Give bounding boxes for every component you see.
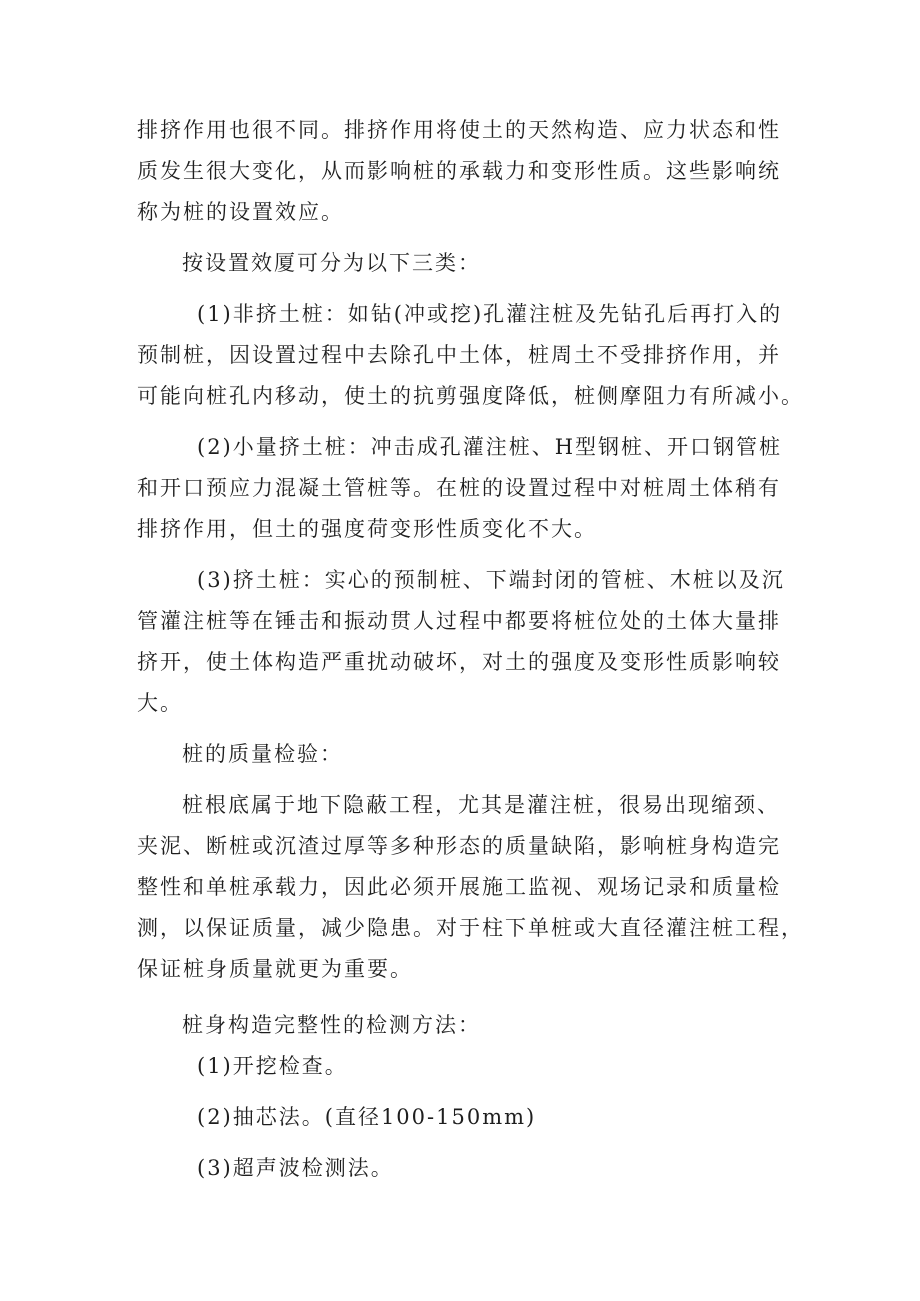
paragraph-5-line-1: (3)挤土桩：实心的预制桩、下端封闭的管桩、木桩以及沉 — [197, 568, 785, 592]
paragraph-5-line-3: 挤开，使土体构造严重扰动破坏，对土的强度及变形性质影响较 — [137, 650, 781, 674]
paragraph-2-line-1: 按设置效厦可分为以下三类： — [182, 251, 481, 275]
paragraph-6-line-1: 桩的质量检验： — [182, 742, 343, 766]
paragraph-3-line-1: (1)非挤土桩：如钻(冲或挖)孔灌注桩及先钻孔后再打入的 — [197, 302, 783, 326]
paragraph-7-line-3: 整性和单桩承载力，因此必须开展施工监视、观场记录和质量检 — [137, 875, 781, 899]
paragraph-7-line-5: 保证桩身质量就更为重要。 — [137, 957, 413, 981]
paragraph-4-line-3: 排挤作用，但土的强度荷变形性质变化不大。 — [137, 517, 597, 541]
paragraph-1-line-2: 质发生很大变化，从而影响桩的承载力和变形性质。这些影响统 — [137, 159, 781, 183]
paragraph-5-line-4: 大。 — [137, 691, 183, 715]
paragraph-7-line-2: 夹泥、断桩或沉渣过厚等多种形态的质量缺陷，影响桩身构造完 — [137, 834, 781, 858]
paragraph-4-line-2: 和开口预应力混凝土管桩等。在桩的设置过程中对桩周土体稍有 — [137, 476, 781, 500]
paragraph-1-line-1: 排挤作用也很不同。排挤作用将使土的天然构造、应力状态和性 — [137, 118, 781, 142]
paragraph-1-line-3: 称为桩的设置效应。 — [137, 200, 344, 224]
paragraph-5-line-2: 管灌注桩等在锤击和振动贯人过程中都要将桩位处的土体大量排 — [137, 609, 781, 633]
paragraph-7-line-1: 桩根底属于地下隐蔽工程，尤其是灌注桩，很易出现缩颈、 — [182, 793, 780, 817]
paragraph-9-line-1: (1)开挖检查。 — [197, 1054, 348, 1078]
paragraph-7-line-4: 测，以保证质量，减少隐患。对于柱下单桩或大直径灌注桩工程， — [137, 916, 804, 940]
paragraph-4-line-1: (2)小量挤土桩：冲击成孔灌注桩、H型钢桩、开口钢管桩 — [197, 435, 783, 459]
paragraph-11-line-1: (3)超声波检测法。 — [197, 1156, 394, 1180]
paragraph-3-line-2: 预制桩，因设置过程中去除孔中土体，桩周土不受排挤作用，并 — [137, 343, 781, 367]
paragraph-10-line-1: (2)抽芯法。(直径100-150mm) — [197, 1105, 537, 1129]
paragraph-8-line-1: 桩身构造完整性的检测方法： — [182, 1013, 481, 1037]
paragraph-3-line-3: 可能向桩孔内移动，使土的抗剪强度降低，桩侧摩阻力有所减小。 — [137, 384, 804, 408]
